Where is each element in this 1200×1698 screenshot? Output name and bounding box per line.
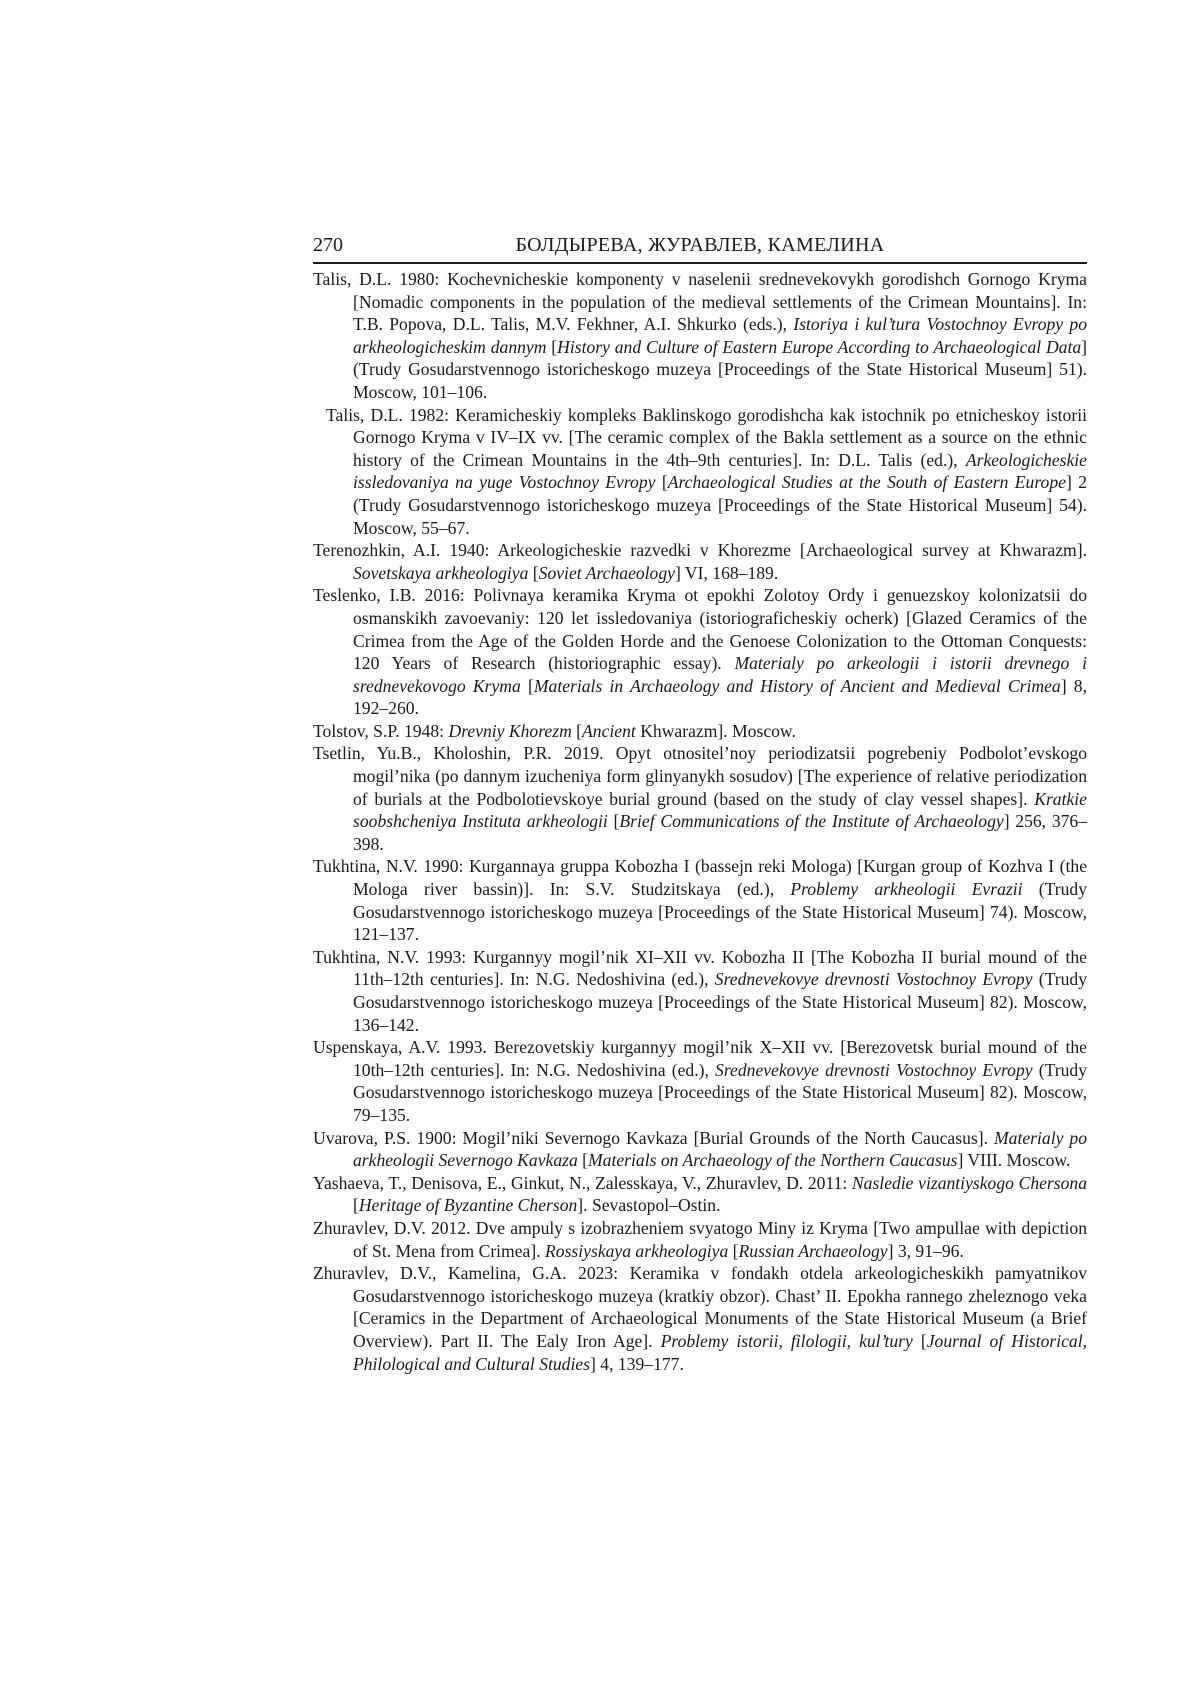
reference-title-italic: Russian Archaeology bbox=[738, 1240, 888, 1261]
reference-title-italic: Drevniy Khorezm bbox=[448, 720, 572, 741]
reference-text: (Trudy Gosudarstvennogo istoricheskogo muzeya [Proceedings of the State Historical Museum] 82). Moscow, 79–135. bbox=[353, 1059, 1088, 1125]
reference-text: Tolstov, S.P. 1948: bbox=[313, 720, 449, 741]
reference-text: ] 3, 91–96. bbox=[887, 1240, 964, 1261]
reference-text: (Trudy Gosudarstvennogo istoricheskogo muzeya [Proceedings of the State Historical Museum] 82). Moscow, 136–142. bbox=[353, 969, 1087, 1035]
reference-text: [ bbox=[571, 720, 583, 741]
reference-text: [ bbox=[546, 336, 558, 357]
reference-text: ] 2 (Trudy Gosudarstvennogo istoricheskogo muzeya [Proceedings of the State Historical Museum] 54). Moscow, 55–67. bbox=[353, 472, 1087, 538]
reference-text: [ bbox=[655, 472, 668, 493]
reference-text: [ bbox=[528, 562, 539, 583]
reference-title-italic: Srednevekovye drevnosti Vostochnoy Evropy bbox=[714, 969, 1033, 990]
header-title: БОЛДЫРЕВА, ЖУРАВЛЕВ, КАМЕЛИНА bbox=[515, 234, 885, 256]
reference-title-italic: Srednevekovye drevnosti Vostochnoy Evropy bbox=[715, 1059, 1033, 1080]
reference-text: Tukhtina, N.V. 1990: Kurgannaya gruppa Kobozha I (bassejn reki Mologa) [Kurgan group of Kozhva I (the Mologa river bassin)]. In: S.V. Studzitskaya (ed.), bbox=[313, 856, 1087, 900]
reference-text: Khwarazm]. Moscow. bbox=[635, 720, 796, 741]
reference-text: Zhuravlev, D.V., Kamelina, G.A. 2023: Keramika v fondakh otdela arkeologicheskikh pamyatnikov Gosudarstvennogo istoricheskogo muzeya (kratkiy obzor). Chast’ II. Epokha rannego zheleznogo veka [Ceramics in the Department of Archaeological Monuments of the State Historical Museum (a Brief Overview). Part II. The Ealy Iron Age]. bbox=[313, 1263, 1087, 1351]
reference-title-italic: Arkeologicheskie issledovaniya na yuge Vostochnoy Evropy bbox=[353, 449, 1087, 493]
reference-text: ] (Trudy Gosudarstvennogo istoricheskogo muzeya [Proceedings of the State Historical Museum] 51). Moscow, 101–106. bbox=[353, 336, 1088, 402]
reference-text: Uspenskaya, A.V. 1993. Berezovetskiy kurgannyy mogil’nik X–XII vv. [Berezovetsk burial mound of the 10th–12th centuries]. In: N.G. Nedoshivina (ed.), bbox=[313, 1037, 1087, 1080]
reference-entry bbox=[313, 1172, 1087, 1217]
reference-title-italic: Ancient bbox=[582, 720, 636, 741]
reference-text: [ bbox=[728, 1240, 739, 1261]
reference-text: (Trudy Gosudarstvennogo istoricheskogo muzeya [Proceedings of the State Historical Museum] 74). Moscow, 121–137. bbox=[353, 879, 1087, 945]
reference-entry bbox=[313, 539, 1087, 584]
reference-text: ]. Sevastopol–Ostin. bbox=[577, 1195, 721, 1216]
reference-title-italic: Problemy arkheologii Evrazii bbox=[790, 879, 1023, 900]
reference-title-italic: Materials on Archaeology of the Northern Caucasus bbox=[588, 1150, 958, 1171]
reference-text: ] VIII. Moscow. bbox=[957, 1150, 1071, 1171]
reference-text: ] 8, 192–260. bbox=[353, 675, 1088, 719]
reference-title-italic: Archaeological Studies at the South of Eastern Europe bbox=[667, 472, 1066, 493]
reference-entry bbox=[313, 855, 1087, 945]
reference-title-italic: Problemy istorii, filologii, kul’tury bbox=[660, 1330, 913, 1351]
reference-text: Tsetlin, Yu.B., Kholoshin, P.R. 2019. Opyt otnositel’noy periodizatsii pogrebeniy Podbolot’evskogo mogil’nika (po dannym izucheniya form glinyanykh sosudov) [The experience of relative periodization of burials at the Podbolotievskoye burial ground (based on the study of clay vessel shapes]. bbox=[313, 743, 1087, 809]
reference-entry bbox=[313, 1127, 1087, 1172]
reference-entry bbox=[313, 720, 1087, 743]
page-number: 270 bbox=[313, 234, 343, 256]
reference-list bbox=[313, 268, 1087, 1375]
reference-text: [ bbox=[607, 811, 620, 832]
reference-text: [ bbox=[353, 1195, 359, 1216]
reference-entry bbox=[313, 268, 1087, 404]
reference-text: Talis, D.L. 1982: Keramicheskiy kompleks Baklinskogo gorodishcha kak istochnik po etnicheskoy istorii Gornogo Kryma v IV–IX vv. [The ceramic complex of the Bakla settlement as a source on the ethnic history of the Crimean Mountains in the 4th–9th centuries]. In: D.L. Talis (ed.), bbox=[326, 404, 1087, 470]
reference-entry bbox=[313, 1036, 1087, 1126]
reference-entry bbox=[313, 584, 1087, 720]
reference-entry bbox=[313, 404, 1087, 540]
reference-title-italic: Materialy po arkeologii i istorii drevnego i srednevekovogo Kryma bbox=[353, 653, 1088, 696]
reference-text: Tukhtina, N.V. 1993: Kurgannyy mogil’nik XI–XII vv. Kobozha II [The Kobozha II burial mound of the 11th–12th centuries]. In: N.G. Nedoshivina (ed.), bbox=[313, 946, 1087, 990]
reference-text: ] 256, 376–398. bbox=[353, 811, 1088, 854]
reference-text: Talis, D.L. 1980: Kochevnicheskie komponenty v naselenii srednevekovykh gorodishch Gornogo Kryma [Nomadic components in the population of the medieval settlements of the Crimean Mountains]. In: T.B. Popova, D.L. Talis, M.V. Fekhner, A.I. Shkurko (eds.), bbox=[313, 269, 1087, 335]
reference-entry bbox=[313, 1217, 1087, 1262]
reference-text: [ bbox=[520, 675, 534, 696]
reference-title-italic: Nasledie vizantiyskogo Chersona bbox=[851, 1172, 1088, 1193]
reference-text: Zhuravlev, D.V. 2012. Dve ampuly s izobrazheniem svyatogo Miny iz Kryma [Two ampullae with depiction of St. Mena from Crimea]. bbox=[313, 1217, 1087, 1261]
reference-text: [ bbox=[577, 1150, 589, 1171]
reference-text: [ bbox=[912, 1330, 927, 1351]
reference-entry bbox=[313, 1262, 1087, 1375]
reference-title-italic: Materials in Archaeology and History of Ancient and Medieval Crimea bbox=[533, 675, 1061, 696]
reference-title-italic: Heritage of Byzantine Cherson bbox=[358, 1195, 578, 1216]
page-content bbox=[313, 232, 1087, 1375]
reference-title-italic: Brief Communications of the Institute of Archaeology bbox=[619, 811, 1004, 832]
reference-title-italic: History and Culture of Eastern Europe According to Archaeological Data bbox=[557, 336, 1082, 357]
reference-title-italic: Rossiyskaya arkheologiya bbox=[545, 1240, 729, 1261]
reference-title-italic: Journal of Historical, Philological and Cultural Studies bbox=[353, 1330, 1088, 1374]
reference-text: Uvarova, P.S. 1900: Mogil’niki Severnogo Kavkaza [Burial Grounds of the North Caucasus]. bbox=[313, 1127, 995, 1148]
reference-title-italic: Materialy po arkheologii Severnogo Kavkaza bbox=[353, 1127, 1088, 1171]
reference-title-italic: Kratkie soobshcheniya Instituta arkheologii bbox=[353, 788, 1087, 832]
reference-text: ] VI, 168–189. bbox=[674, 562, 779, 583]
reference-title-italic: Istoriya i kul’tura Vostochnoy Evropy po arkheologicheskim dannym bbox=[353, 314, 1087, 357]
reference-text: Teslenko, I.B. 2016: Polivnaya keramika Kryma ot epokhi Zolotoy Ordy i genuezskoy kolonizatsii do osmanskikh zavoevaniy: 120 let issledovaniya (istoriograficheskiy ocherk) [Glazed Ceramics of the Crimea from the Age of the Golden Horde and the Genoese Colonization to the Ottoman Conquests: 120 Years of Research (historiographic essay). bbox=[313, 585, 1087, 674]
reference-text: Terenozhkin, A.I. 1940: Arkeologicheskie razvedki v Khorezme [Archaeological survey at Khwarazm]. bbox=[313, 540, 1087, 561]
reference-title-italic: Soviet Archaeology bbox=[538, 562, 675, 583]
reference-entry bbox=[313, 946, 1087, 1036]
reference-title-italic: Sovetskaya arkheologiya bbox=[353, 562, 529, 583]
reference-text: ] 4, 139–177. bbox=[590, 1353, 684, 1374]
running-header bbox=[313, 232, 1087, 264]
reference-entry bbox=[313, 742, 1087, 855]
reference-text: Yashaeva, T., Denisova, E., Ginkut, N., Zalesskaya, V., Zhuravlev, D. 2011: bbox=[313, 1172, 852, 1193]
